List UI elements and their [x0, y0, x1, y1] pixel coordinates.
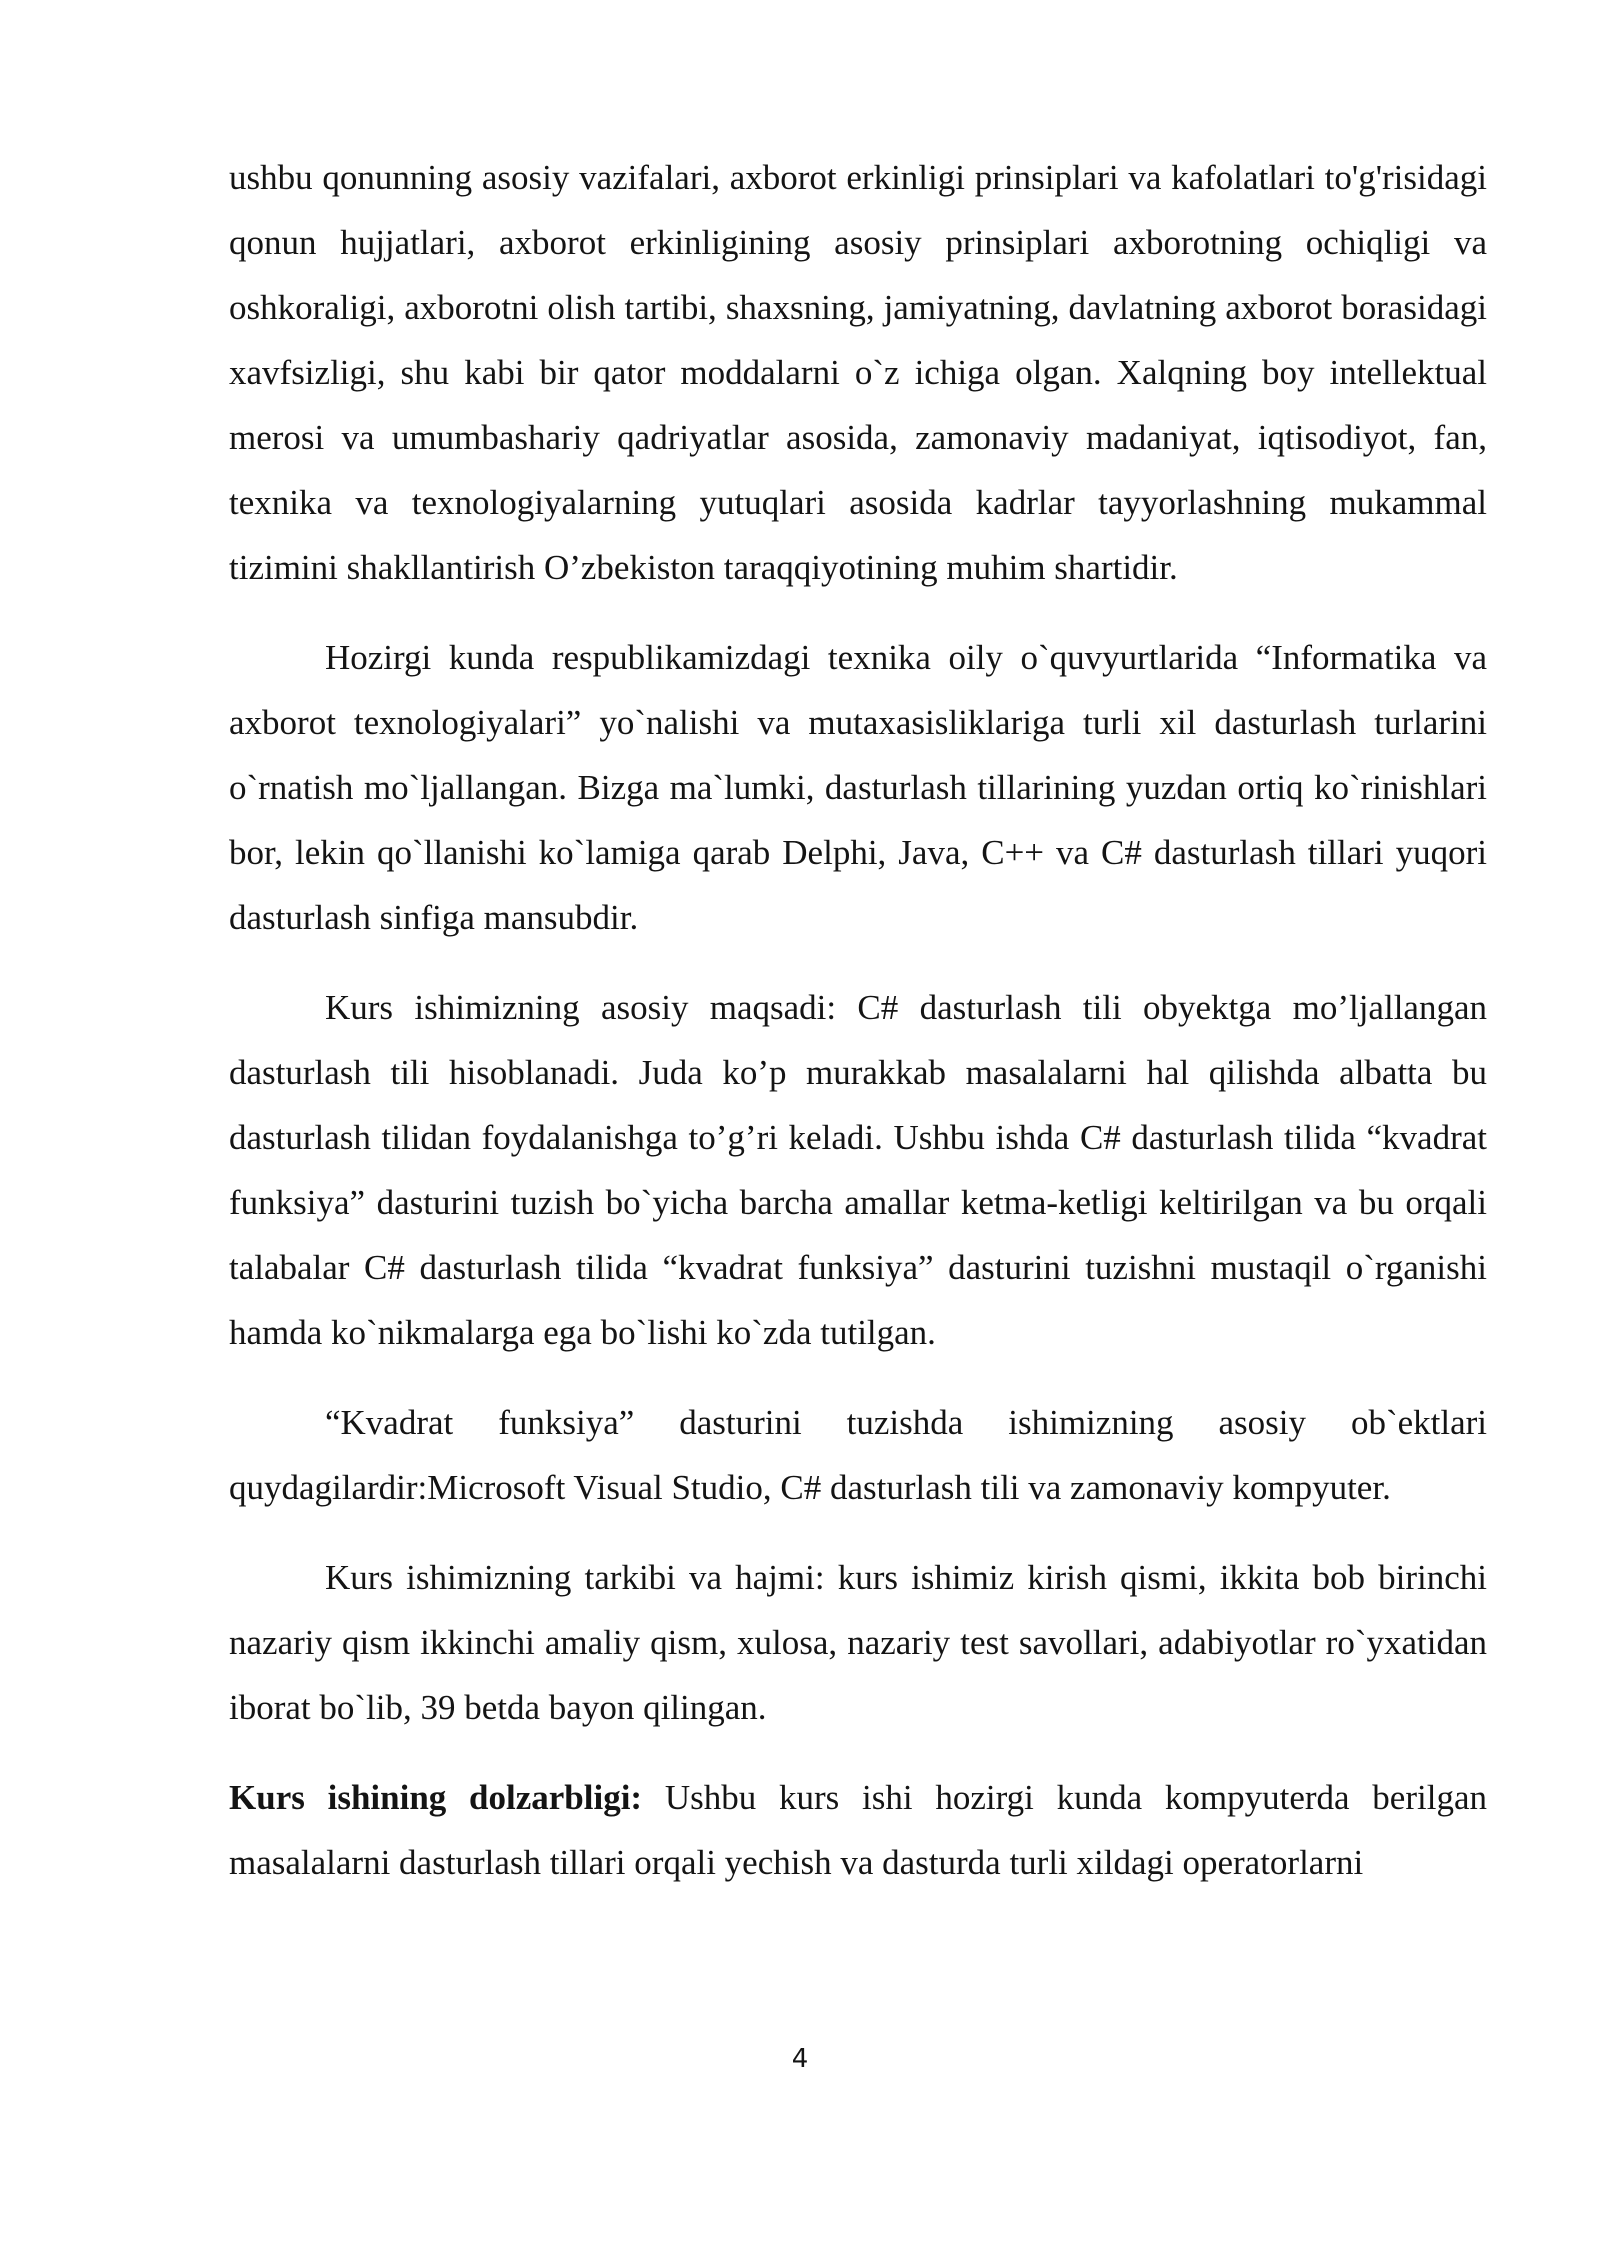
- paragraph-text: “Kvadrat funksiya” dasturini tuzishda ishimizning asosiy ob`ektlari quydagilardir:Microsoft Visual Studio, C# dasturlash tili va zamonaviy kompyuter.: [229, 1403, 1487, 1507]
- paragraph-text: Ushbu kurs ishi hozirgi kunda kompyuterda berilgan masalalarni dasturlash tillari orqali yechish va dasturda turli xildagi operatorlarni: [229, 1778, 1487, 1882]
- paragraph-4: [229, 1390, 1487, 1520]
- paragraph-3: [229, 975, 1487, 1365]
- paragraph-text: Kurs ishimizning asosiy maqsadi: C# dasturlash tili obyektga mo’ljallangan dasturlash tili hisoblanadi. Juda ko’p murakkab masalalarni hal qilishda albatta bu dasturlash tilidan foydalanishga to’g’ri keladi. Ushbu ishda C# dasturlash tilida “kvadrat funksiya” dasturini tuzish bo`yicha barcha amallar ketma-ketligi keltirilgan va bu orqali talabalar C# dasturlash tilida “kvadrat funksiya” dasturini tuzishni mustaqil o`rganishi hamda ko`nikmalarga ega bo`lishi ko`zda tutilgan.: [229, 988, 1487, 1352]
- paragraph-5: [229, 1545, 1487, 1740]
- paragraph-bold-heading: Kurs ishining dolzarbligi:: [229, 1778, 643, 1817]
- paragraph-2: [229, 625, 1487, 950]
- paragraph-text: Kurs ishimizning tarkibi va hajmi: kurs ishimiz kirish qismi, ikkita bob birinchi nazariy qism ikkinchi amaliy qism, xulosa, nazariy test savollari, adabiyotlar ro`yxatidan iborat bo`lib, 39 betda bayon qilingan.: [229, 1558, 1487, 1727]
- page-number: 4: [791, 2044, 809, 2074]
- paragraph-6: [229, 1765, 1487, 1895]
- paragraph-1: [229, 145, 1487, 600]
- paragraph-text: ushbu qonunning asosiy vazifalari, axborot erkinligi prinsiplari va kafolatlari to'g'risidagi qonun hujjatlari, axborot erkinligining asosiy prinsiplari axborotning ochiqligi va oshkoraligi, axborotni olish tartibi, shaxsning, jamiyatning, davlatning axborot borasidagi xavfsizligi, shu kabi bir qator moddalarni o`z ichiga olgan. Xalqning boy intellektual merosi va umumbashariy qadriyatlar asosida, zamonaviy madaniyat, iqtisodiyot, fan, texnika va texnologiyalarning yutuqlari asosida kadrlar tayyorlashning mukammal tizimini shakllantirish O’zbekiston taraqqiyotining muhim shartidir.: [229, 158, 1487, 587]
- paragraph-text: Hozirgi kunda respublikamizdagi texnika oily o`quvyurtlarida “Informatika va axborot texnologiyalari” yo`nalishi va mutaxasisliklariga turli xil dasturlash turlarini o`rnatish mo`ljallangan. Bizga ma`lumki, dasturlash tillarining yuzdan ortiq ko`rinishlari bor, lekin qo`llanishi ko`lamiga qarab Delphi, Java, C++ va C# dasturlash tillari yuqori dasturlash sinfiga mansubdir.: [229, 638, 1487, 937]
- document-body: [229, 145, 1487, 1895]
